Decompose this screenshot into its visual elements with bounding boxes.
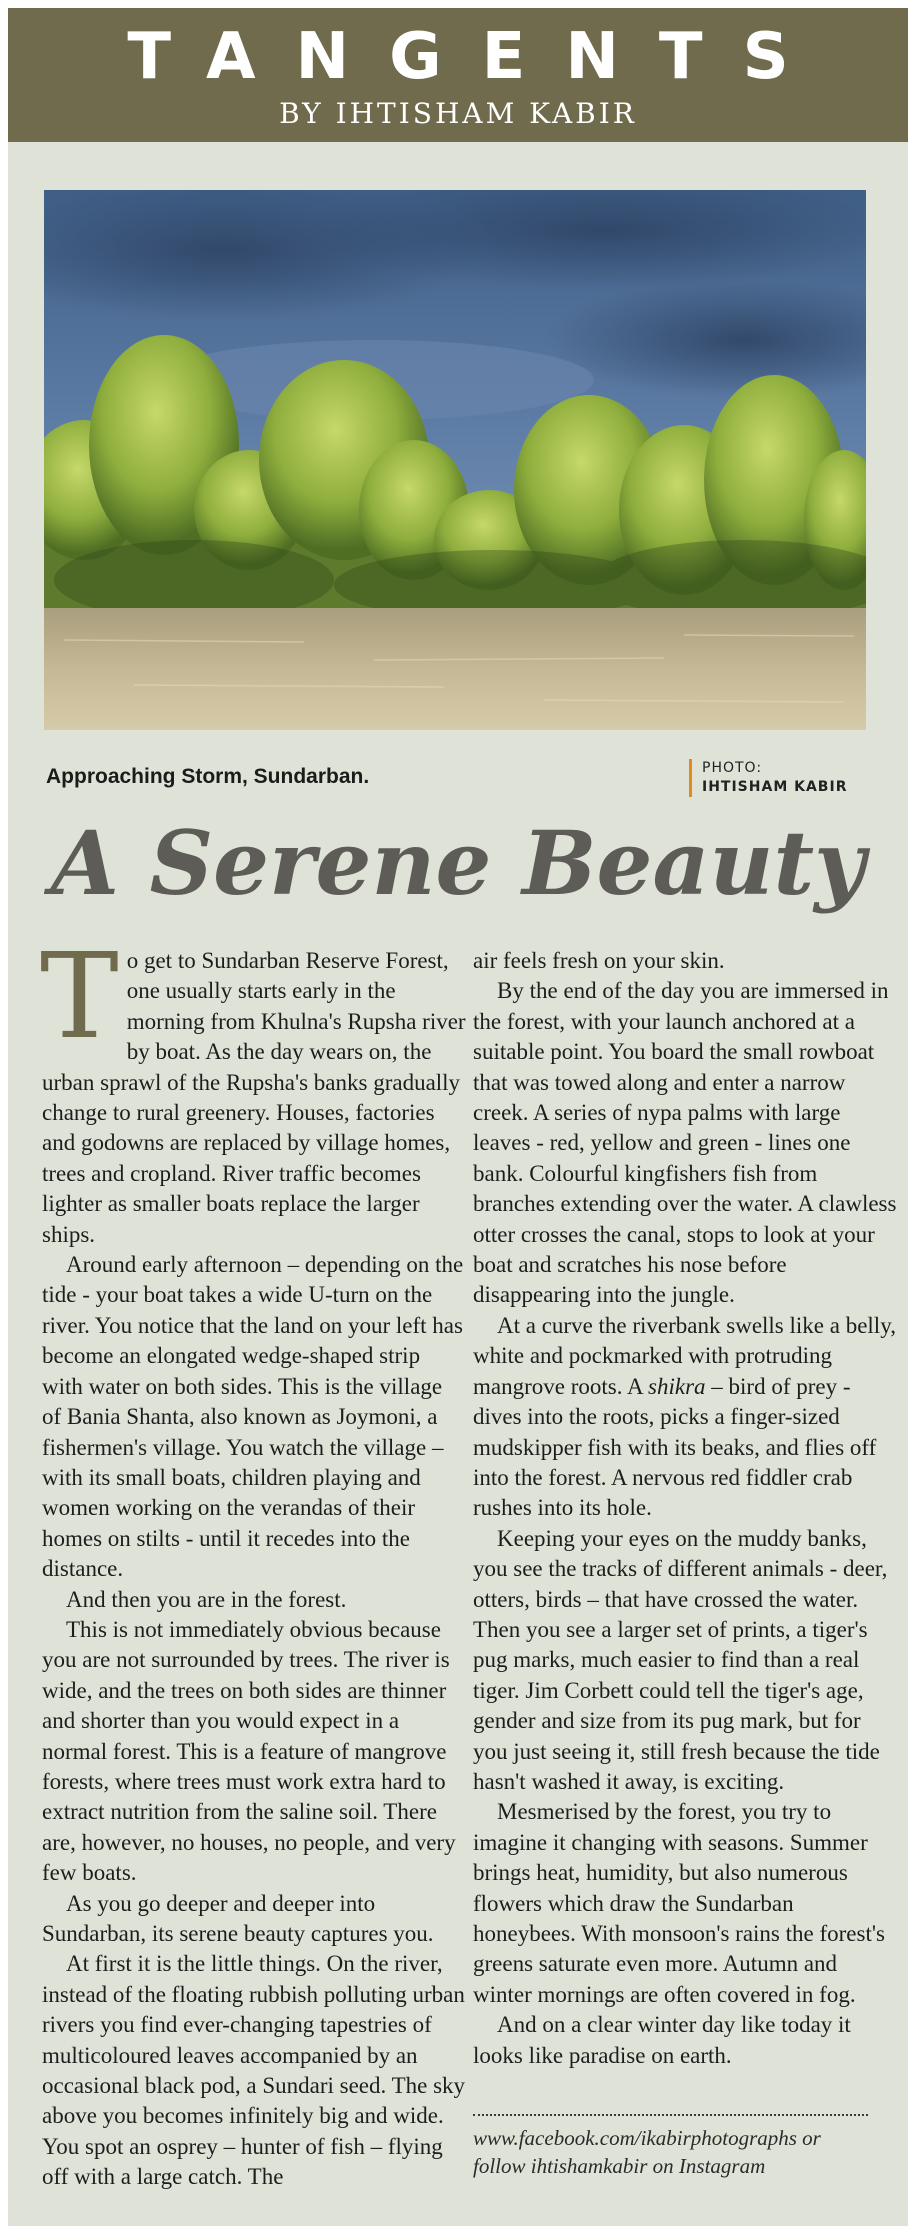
photo-caption: Approaching Storm, Sundarban.: [46, 765, 370, 788]
instagram-text: follow ihtishamkabir on Instagram: [473, 2154, 766, 2178]
byline: BY IHTISHAM KABIR: [279, 97, 637, 130]
article-paragraph: Keeping your eyes on the muddy banks, you see the tracks of different animals - deer, otters, birds – that have crossed the water. Then you see a larger set of prints, a tiger's pug marks, much easier to find than a real tiger. Jim Corbett could tell the tiger's age, gender and size from its pug mark, but for you just seeing it, still fresh because the tide hasn't washed it away, is exciting.: [473, 1525, 888, 1794]
article-paragraph: Around early afternoon – depending on the tide - your boat takes a wide U-turn on the river. You notice that the land on your left has become an elongated wedge-shaped strip with water on both sides. This is the village of Bania Shanta, also known as Joymoni, a fishermen's village. You watch the village – with its small boats, children playing and women working on the verandas of their homes on stilts - until it recedes into the distance.: [42, 1252, 464, 1582]
paragraph-text: At a curve the riverbank swells like a belly, white and pockmarked with protruding mangrove roots. A: [473, 1312, 896, 1399]
newspaper-page: [8, 8, 908, 2226]
drop-cap: T: [40, 927, 119, 1065]
headline: A Serene Beauty: [50, 811, 866, 915]
credit-name: IHTISHAM KABIR: [702, 779, 848, 795]
article-paragraph: [40, 927, 466, 1250]
article-paragraph: And on a clear winter day like today it looks like paradise on earth.: [473, 2012, 851, 2068]
article-column-left: [40, 927, 466, 2193]
article-paragraph: By the end of the day you are immersed in the forest, with your launch anchored at a suitable point. You board the small rowboat that was towed along and enter a narrow creek. A series of nypa palms with large leaves - red, yellow and green - lines one bank. Colourful kingfishers fish from branches extending over the water. A clawless otter crosses the canal, stops to look at your boat and scratches his nose before disappearing into the jungle.: [473, 978, 897, 1308]
paragraph-text: – bird of prey - dives into the roots, picks a finger-sized mudskipper fish with its beaks, and flies off into the forest. A nervous red fiddler crab rushes into its hole.: [473, 1373, 877, 1521]
article-paragraph: [473, 1311, 897, 1524]
article-paragraph: And then you are in the forest.: [66, 1586, 347, 1612]
dotted-divider: [473, 2114, 868, 2124]
article-column-right: [473, 946, 897, 2071]
mangrove-forest-image: [44, 190, 866, 730]
masthead: [8, 8, 908, 142]
article-paragraph: This is not immediately obvious because you are not surrounded by trees. The river is wide, and the trees on both sides are thinner and shorter than you would expect in a normal forest. This is a feature of mangrove forests, where trees must work extra hard to extract nutrition from the saline soil. There are, however, no houses, no people, and very few boats.: [42, 1616, 456, 1886]
photo-credit: [689, 759, 902, 797]
article-paragraph: As you go deeper and deeper into Sundarban, its serene beauty captures you.: [42, 1890, 434, 1946]
credit-label: PHOTO:: [702, 760, 763, 776]
facebook-link-text: www.facebook.com/ikabirphotographs or: [473, 2126, 821, 2150]
article-paragraph: air feels fresh on your skin.: [473, 948, 725, 973]
article-paragraph: Mesmerised by the forest, you try to imagine it changing with seasons. Summer brings heat, humidity, but also numerous flowers which draw the Sundarban honeybees. With monsoon's rains the forest's greens saturate even more. Autumn and winter mornings are often covered in fog.: [473, 1799, 885, 2007]
paragraph-text: o get to Sundarban Reserve Forest, one usually starts early in the morning from Khulna's Rupsha river by boat. As the day wears on, the urban sprawl of the Rupsha's banks gradually change to rural greenery. Houses, factories and godowns are replaced by village homes, trees and cropland. River traffic becomes lighter as smaller boats replace the larger ships.: [42, 948, 466, 1247]
shikra-term: shikra: [648, 1373, 706, 1399]
storm-photo: [44, 190, 866, 730]
column-title: TANGENTS: [127, 20, 829, 94]
social-footer: [473, 2114, 873, 2180]
article-paragraph: At first it is the little things. On the river, instead of the floating rubbish polluting urban rivers you find ever-changing tapestries of multicoloured leaves accompanied by an occasional black pod, a Sundari seed. The sky above you becomes infinitely big and wide. You spot an osprey – hunter of fish – flying off with a large catch. The: [42, 1951, 466, 2190]
